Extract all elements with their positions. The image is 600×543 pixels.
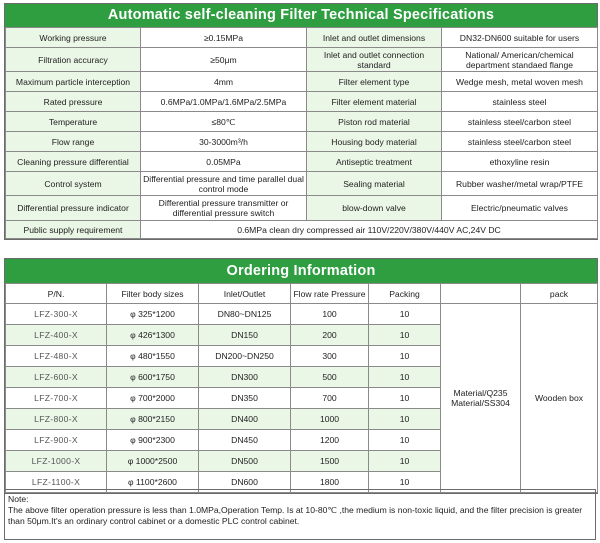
spec-value: Differential pressure and time parallel dual control mode: [141, 172, 307, 196]
order-cell-packing: 10: [369, 472, 441, 493]
spec-value: National/ American/chemical department standaed flange: [442, 48, 598, 72]
spec-label: Filter element type: [307, 72, 442, 92]
spec-table: [5, 27, 598, 239]
spec-value: stainless steel/carbon steel: [442, 132, 598, 152]
order-cell-size: φ 600*1750: [107, 367, 199, 388]
order-cell-size: φ 700*2000: [107, 388, 199, 409]
order-cell-size: φ 426*1300: [107, 325, 199, 346]
spec-value: ethoxyline resin: [442, 152, 598, 172]
spec-title: Automatic self-cleaning Filter Technical Specifications: [5, 4, 597, 27]
order-cell-size: φ 325*1200: [107, 304, 199, 325]
order-cell-flow: 1000: [291, 409, 369, 430]
order-cell-pn: LFZ-480-X: [6, 346, 107, 367]
spec-label: Maximum particle interception: [6, 72, 141, 92]
order-cell-pn: LFZ-400-X: [6, 325, 107, 346]
spec-value: ≥0.15MPa: [141, 28, 307, 48]
spec-label: Public supply requirement: [6, 221, 141, 239]
spec-label: Control system: [6, 172, 141, 196]
spec-label: Cleaning pressure differential: [6, 152, 141, 172]
spec-row-public-supply: [6, 221, 598, 239]
order-cell-io: DN450: [199, 430, 291, 451]
order-cell-io: DN350: [199, 388, 291, 409]
order-cell-size: φ 900*2300: [107, 430, 199, 451]
spec-row: [6, 72, 598, 92]
order-cell-packing: 10: [369, 367, 441, 388]
spec-value: 0.05MPa: [141, 152, 307, 172]
order-cell-size: φ 800*2150: [107, 409, 199, 430]
spec-label: Differential pressure indicator: [6, 196, 141, 221]
spec-row: [6, 152, 598, 172]
order-cell-pn: LFZ-700-X: [6, 388, 107, 409]
order-cell-io: DN500: [199, 451, 291, 472]
order-row: [6, 304, 598, 325]
spec-row: [6, 92, 598, 112]
order-cell-packing: 10: [369, 430, 441, 451]
spec-label: Antiseptic treatment: [307, 152, 442, 172]
order-header-cell: Filter body sizes: [107, 284, 199, 304]
spec-value: Differential pressure transmitter or differential pressure switch: [141, 196, 307, 221]
order-header-cell: P/N.: [6, 284, 107, 304]
spec-value: stainless steel: [442, 92, 598, 112]
order-cell-packing: 10: [369, 409, 441, 430]
order-cell-pn: LFZ-1100-X: [6, 472, 107, 493]
spec-value: Electric/pneumatic valves: [442, 196, 598, 221]
order-cell-size: φ 1000*2500: [107, 451, 199, 472]
order-cell-io: DN400: [199, 409, 291, 430]
order-header-cell: Packing: [369, 284, 441, 304]
spec-row: [6, 28, 598, 48]
spec-value: ≥50μm: [141, 48, 307, 72]
order-cell-packing: 10: [369, 346, 441, 367]
spec-label: Temperature: [6, 112, 141, 132]
spec-label: Working pressure: [6, 28, 141, 48]
order-cell-packing: 10: [369, 325, 441, 346]
order-cell-flow: 200: [291, 325, 369, 346]
spec-value: stainless steel/carbon steel: [442, 112, 598, 132]
note-box: [4, 489, 596, 540]
order-header-cell: Inlet/Outlet: [199, 284, 291, 304]
order-cell-io: DN80~DN125: [199, 304, 291, 325]
spec-label: Filter element material: [307, 92, 442, 112]
spec-row: [6, 112, 598, 132]
order-cell-flow: 500: [291, 367, 369, 388]
spec-row: [6, 132, 598, 152]
order-cell-flow: 1200: [291, 430, 369, 451]
order-cell-pn: LFZ-1000-X: [6, 451, 107, 472]
note-label: Note:: [8, 494, 29, 504]
spec-value: DN32-DN600 suitable for users: [442, 28, 598, 48]
order-table-section: [4, 258, 598, 494]
spec-label: Piston rod material: [307, 112, 442, 132]
order-cell-io: DN300: [199, 367, 291, 388]
order-cell-packing: 10: [369, 304, 441, 325]
order-cell-flow: 100: [291, 304, 369, 325]
spec-label: Sealing material: [307, 172, 442, 196]
order-header-cell: [441, 284, 521, 304]
spec-value: Wedge mesh, metal woven mesh: [442, 72, 598, 92]
order-cell-size: φ 1100*2600: [107, 472, 199, 493]
spec-value: 0.6MPa clean dry compressed air 110V/220V/380V/440V AC,24V DC: [141, 221, 598, 239]
spec-label: Flow range: [6, 132, 141, 152]
spec-label: blow-down valve: [307, 196, 442, 221]
order-cell-size: φ 480*1550: [107, 346, 199, 367]
order-title: Ordering Information: [5, 259, 597, 283]
order-material: Material/Q235 Material/SS304: [441, 304, 521, 493]
order-cell-io: DN200~DN250: [199, 346, 291, 367]
order-pack: Wooden box: [521, 304, 598, 493]
spec-row: [6, 48, 598, 72]
order-cell-flow: 1500: [291, 451, 369, 472]
spec-label: Housing body material: [307, 132, 442, 152]
order-table: [5, 283, 598, 493]
spec-label: Inlet and outlet connection standard: [307, 48, 442, 72]
order-header-cell: pack: [521, 284, 598, 304]
order-cell-pn: LFZ-300-X: [6, 304, 107, 325]
spec-value: 30-3000m³/h: [141, 132, 307, 152]
spec-value: 0.6MPa/1.0MPa/1.6MPa/2.5MPa: [141, 92, 307, 112]
order-cell-io: DN600: [199, 472, 291, 493]
spec-value: ≤80℃: [141, 112, 307, 132]
order-cell-pn: LFZ-900-X: [6, 430, 107, 451]
spec-value: Rubber washer/metal wrap/PTFE: [442, 172, 598, 196]
order-header-row: [6, 284, 598, 304]
note-text: The above filter operation pressure is less than 1.0MPa,Operation Temp. Is at 10-80℃ ,the medium is non-toxic liquid, and the filter precision is greater than 50μm.It's an ordinary control cabinet or a domestic PLC control cabinet.: [8, 505, 583, 526]
order-cell-pn: LFZ-600-X: [6, 367, 107, 388]
spec-label: Rated pressure: [6, 92, 141, 112]
order-header-cell: Flow rate Pressure: [291, 284, 369, 304]
order-cell-flow: 700: [291, 388, 369, 409]
order-cell-io: DN150: [199, 325, 291, 346]
spec-value: 4mm: [141, 72, 307, 92]
spec-label: Inlet and outlet dimensions: [307, 28, 442, 48]
spec-row: [6, 172, 598, 196]
order-cell-packing: 10: [369, 388, 441, 409]
spec-label: Filtration accuracy: [6, 48, 141, 72]
order-cell-flow: 300: [291, 346, 369, 367]
order-cell-packing: 10: [369, 451, 441, 472]
spec-table-section: [4, 3, 598, 240]
order-cell-flow: 1800: [291, 472, 369, 493]
spec-row: [6, 196, 598, 221]
order-cell-pn: LFZ-800-X: [6, 409, 107, 430]
